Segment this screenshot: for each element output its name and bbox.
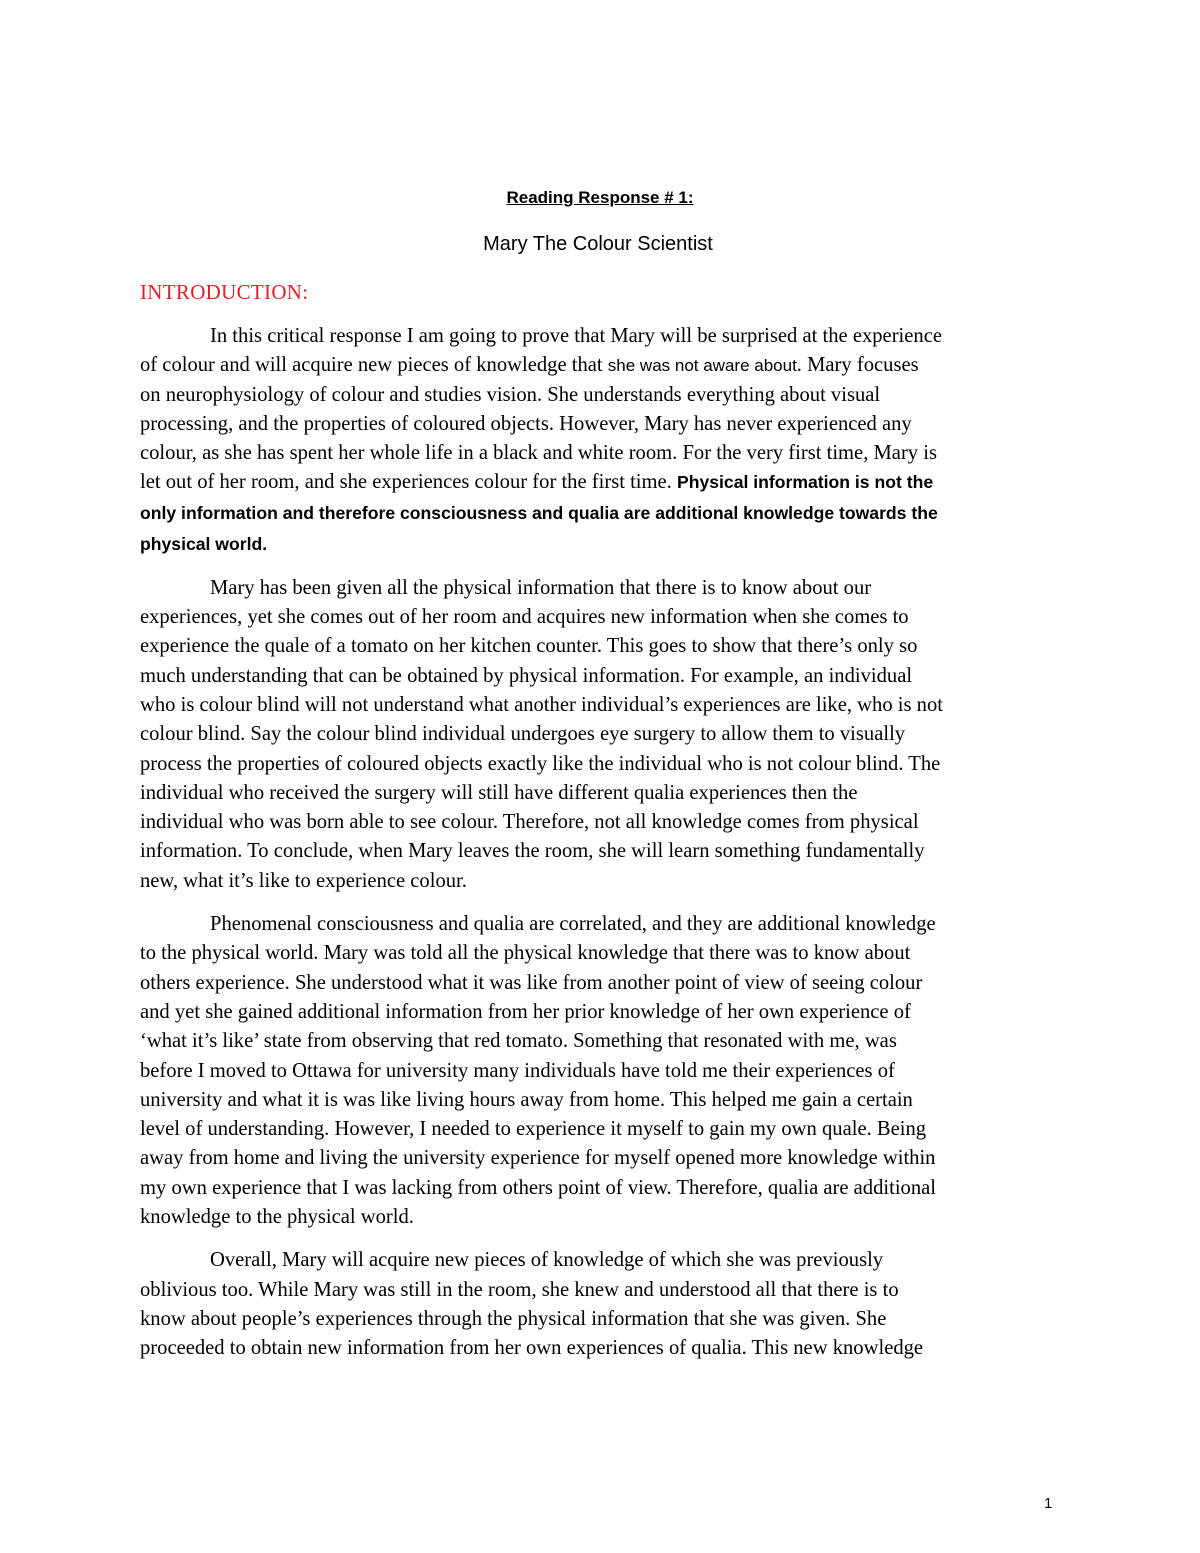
paragraph-3-line: before I moved to Ottawa for university many individuals have told me their experiences of xyxy=(140,1059,895,1082)
paragraph-3-line: away from home and living the university experience for myself opened more knowledge within xyxy=(140,1147,936,1170)
paragraph-3-line: Phenomenal consciousness and qualia are correlated, and they are additional knowledge xyxy=(210,913,936,936)
paragraph-3 xyxy=(140,910,1060,1232)
paragraph-1-line: colour, as she has spent her whole life in a black and white room. For the very first time, Mary is xyxy=(140,442,937,465)
paragraph-3-line: level of understanding. However, I needed to experience it myself to gain my own quale. Being xyxy=(140,1118,927,1141)
paragraph-3-line: to the physical world. Mary was told all the physical knowledge that there was to know about xyxy=(140,942,911,965)
paragraph-1-line: In this critical response I am going to prove that Mary will be surprised at the experience xyxy=(210,325,942,347)
thesis-statement-line: only information and therefore consciousness and qualia are additional knowledge towards the xyxy=(140,502,938,523)
paragraph-2-line: process the properties of coloured objects exactly like the individual who is not colour blind. The xyxy=(140,752,941,775)
paragraph-1-text: let out of her room, and she experiences colour for the first time. xyxy=(140,471,677,494)
thesis-statement-line: physical world. xyxy=(140,533,268,554)
paragraph-2-line: new, what it’s like to experience colour. xyxy=(140,869,467,892)
document-body xyxy=(140,322,1060,1378)
page-number: 1 xyxy=(1044,1495,1053,1512)
thesis-statement-start: Physical information is not the xyxy=(676,472,934,493)
paragraph-2-line: colour blind. Say the colour blind individual undergoes eye surgery to allow them to visually xyxy=(140,723,906,746)
paragraph-4-line: oblivious too. While Mary was still in the room, she knew and understood all that there is to xyxy=(140,1278,899,1301)
paragraph-2-line: Mary has been given all the physical information that there is to know about our xyxy=(210,576,872,599)
paragraph-1-line: on neurophysiology of colour and studies vision. She understands everything about visual xyxy=(140,383,881,406)
paragraph-2-line: individual who received the surgery will still have different qualia experiences then the xyxy=(140,781,858,804)
introduction-label: INTRODUCTION: xyxy=(140,280,309,304)
paragraph-1 xyxy=(140,322,1060,560)
paragraph-3-line: others experience. She understood what it was like from another point of view of seeing colour xyxy=(140,971,923,994)
paragraph-1-line: processing, and the properties of coloured objects. However, Mary has never experienced any xyxy=(140,412,912,435)
paragraph-2-line: information. To conclude, when Mary leaves the room, she will learn something fundamentally xyxy=(140,840,925,863)
paragraph-3-line: and yet she gained additional information from her prior knowledge of her own experience of xyxy=(140,1000,911,1023)
reading-response-heading: Reading Response # 1: xyxy=(506,188,694,207)
paragraph-4-line: know about people’s experiences through the physical information that she was given. She xyxy=(140,1307,887,1330)
paragraph-3-line: my own experience that I was lacking from others point of view. Therefore, qualia are additional xyxy=(140,1176,937,1199)
paragraph-1-text: . Mary focuses xyxy=(796,354,919,377)
paragraph-1-sans-phrase: she was not aware about xyxy=(607,356,797,376)
paragraph-2-line: experiences, yet she comes out of her room and acquires new information when she comes to xyxy=(140,606,909,629)
paragraph-4 xyxy=(140,1246,1060,1363)
paragraph-2-line: much understanding that can be obtained by physical information. For example, an individual xyxy=(140,664,913,687)
paragraph-2-line: who is colour blind will not understand what another individual’s experiences are like, who is not xyxy=(140,693,943,716)
paragraph-4-line: Overall, Mary will acquire new pieces of knowledge of which she was previously xyxy=(210,1249,884,1272)
paragraph-2-line: individual who was born able to see colour. Therefore, not all knowledge comes from physical xyxy=(140,811,919,834)
paragraph-1-line xyxy=(140,468,1060,497)
paragraph-2-line: experience the quale of a tomato on her kitchen counter. This goes to show that there’s only so xyxy=(140,635,918,658)
paragraph-1-text: of colour and will acquire new pieces of knowledge that xyxy=(140,354,608,377)
paragraph-3-line: university and what it is was like living hours away from home. This helped me gain a certain xyxy=(140,1088,913,1111)
paragraph-2 xyxy=(140,574,1060,896)
paragraph-3-line: knowledge to the physical world. xyxy=(140,1206,414,1229)
paragraph-4-line: proceeded to obtain new information from her own experiences of qualia. This new knowledge xyxy=(140,1337,924,1360)
paragraph-3-line: ‘what it’s like’ state from observing that red tomato. Something that resonated with me, was xyxy=(140,1030,897,1053)
document-title: Mary The Colour Scientist xyxy=(483,233,713,255)
paragraph-1-line xyxy=(140,351,1060,380)
